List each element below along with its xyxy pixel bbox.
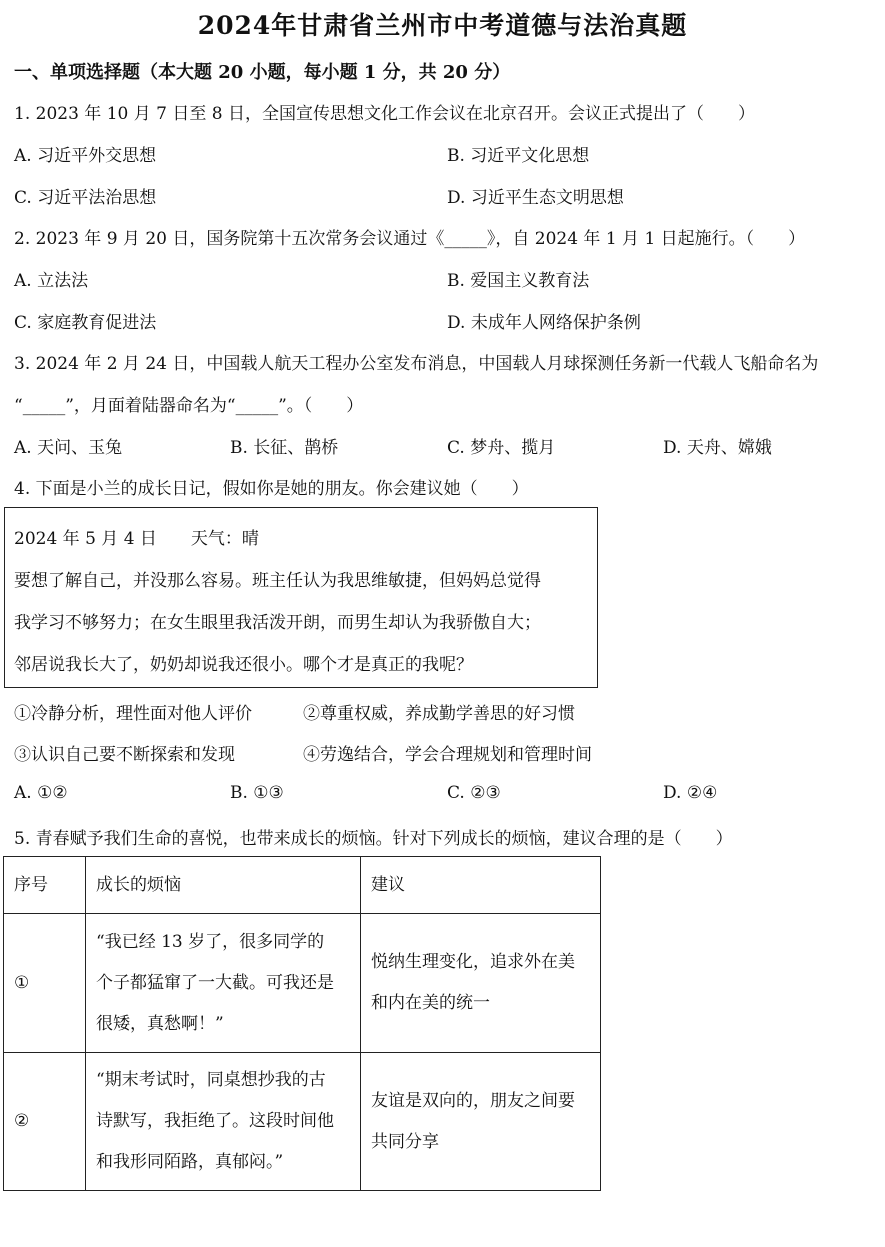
header-advice: 建议 xyxy=(361,857,601,914)
table-row xyxy=(4,1053,601,1191)
advice-line: 友谊是双向的，朋友之间要 xyxy=(371,1090,575,1111)
question-2-option-d[interactable]: D. 未成年人网络保护条例 xyxy=(447,313,641,333)
diary-line: 要想了解自己，并没那么容易。班主任认为我思维敏捷，但妈妈总觉得 xyxy=(14,571,541,591)
row-number: ① xyxy=(4,914,86,1053)
question-5-table xyxy=(3,856,601,1191)
diary-box xyxy=(4,507,598,688)
header-number: 序号 xyxy=(4,857,86,914)
table-row xyxy=(4,914,601,1053)
question-4-option-b[interactable]: B. ①③ xyxy=(230,783,284,803)
row-number: ② xyxy=(4,1053,86,1191)
question-1-option-d[interactable]: D. 习近平生态文明思想 xyxy=(447,188,624,208)
question-1-option-c[interactable]: C. 习近平法治思想 xyxy=(14,188,157,208)
question-2-option-b[interactable]: B. 爱国主义教育法 xyxy=(447,271,590,291)
question-3-option-a[interactable]: A. 天问、玉兔 xyxy=(14,438,123,458)
question-3-option-b[interactable]: B. 长征、鹊桥 xyxy=(230,438,339,458)
question-2-stem: 2. 2023 年 9 月 20 日，国务院第十五次常务会议通过《_____》，自 2024 年 1 月 1 日起施行。（ ） xyxy=(14,229,806,249)
question-4-option-a[interactable]: A. ①② xyxy=(14,783,68,803)
diary-line: 我学习不够努力；在女生眼里我活泼开朗，而男生却认为我骄傲自大； xyxy=(14,613,541,633)
page-title: 2024年甘肃省兰州市中考道德与法治真题 xyxy=(197,11,688,40)
question-1-option-a[interactable]: A. 习近平外交思想 xyxy=(14,146,157,166)
question-2-option-a[interactable]: A. 立法法 xyxy=(14,271,89,291)
question-4-statement-2: ②尊重权威，养成勤学善思的好习惯 xyxy=(303,704,575,724)
table-header-row xyxy=(4,857,601,914)
question-4-option-c[interactable]: C. ②③ xyxy=(447,783,501,803)
question-4-statement-1: ①冷静分析，理性面对他人评价 xyxy=(14,704,252,724)
trouble-line: 个子都猛窜了一大截。可我还是 xyxy=(96,972,334,993)
advice-line: 和内在美的统一 xyxy=(371,993,490,1013)
advice-line: 悦纳生理变化，追求外在美 xyxy=(371,952,575,972)
question-3-option-c[interactable]: C. 梦舟、揽月 xyxy=(447,438,556,458)
question-1-option-b[interactable]: B. 习近平文化思想 xyxy=(447,146,590,166)
question-5-stem: 5. 青春赋予我们生命的喜悦，也带来成长的烦恼。针对下列成长的烦恼，建议合理的是（ ） xyxy=(14,829,733,849)
diary-date-line: 2024 年 5 月 4 日 天气：晴 xyxy=(14,529,259,549)
diary-line: 邻居说我长大了，奶奶却说我还很小。哪个才是真正的我呢？ xyxy=(14,655,473,675)
header-trouble: 成长的烦恼 xyxy=(86,857,361,914)
question-3-stem-line-1: 3. 2024 年 2 月 24 日，中国载人航天工程办公室发布消息，中国载人月球探测任务新一代载人飞船命名为 xyxy=(14,354,819,374)
advice-line: 共同分享 xyxy=(371,1131,439,1152)
trouble-line: “我已经 13 岁了，很多同学的 xyxy=(96,931,325,952)
trouble-line: 诗默写，我拒绝了。这段时间他 xyxy=(96,1111,334,1131)
section-heading: 一、单项选择题（本大题 20 小题，每小题 1 分，共 20 分） xyxy=(14,62,511,83)
question-4-stem: 4. 下面是小兰的成长日记，假如你是她的朋友。你会建议她（ ） xyxy=(14,479,529,499)
question-3-stem-line-2: “_____”，月面着陆器命名为“_____”。（ ） xyxy=(14,396,364,416)
row-advice xyxy=(361,1053,601,1191)
question-4-statement-3: ③认识自己要不断探索和发现 xyxy=(14,745,235,765)
row-advice xyxy=(361,914,601,1053)
question-4-option-d[interactable]: D. ②④ xyxy=(663,783,718,803)
question-1-stem: 1. 2023 年 10 月 7 日至 8 日，全国宣传思想文化工作会议在北京召开。会议正式提出了（ ） xyxy=(14,104,755,124)
row-trouble xyxy=(86,914,361,1053)
question-2-option-c[interactable]: C. 家庭教育促进法 xyxy=(14,313,157,333)
question-3-option-d[interactable]: D. 天舟、嫦娥 xyxy=(663,438,772,458)
row-trouble xyxy=(86,1053,361,1191)
question-4-statement-4: ④劳逸结合，学会合理规划和管理时间 xyxy=(303,745,592,765)
trouble-line: 很矮，真愁啊！” xyxy=(96,1013,224,1034)
trouble-line: 和我形同陌路，真郁闷。” xyxy=(96,1152,284,1172)
trouble-line: “期末考试时，同桌想抄我的古 xyxy=(96,1070,326,1090)
